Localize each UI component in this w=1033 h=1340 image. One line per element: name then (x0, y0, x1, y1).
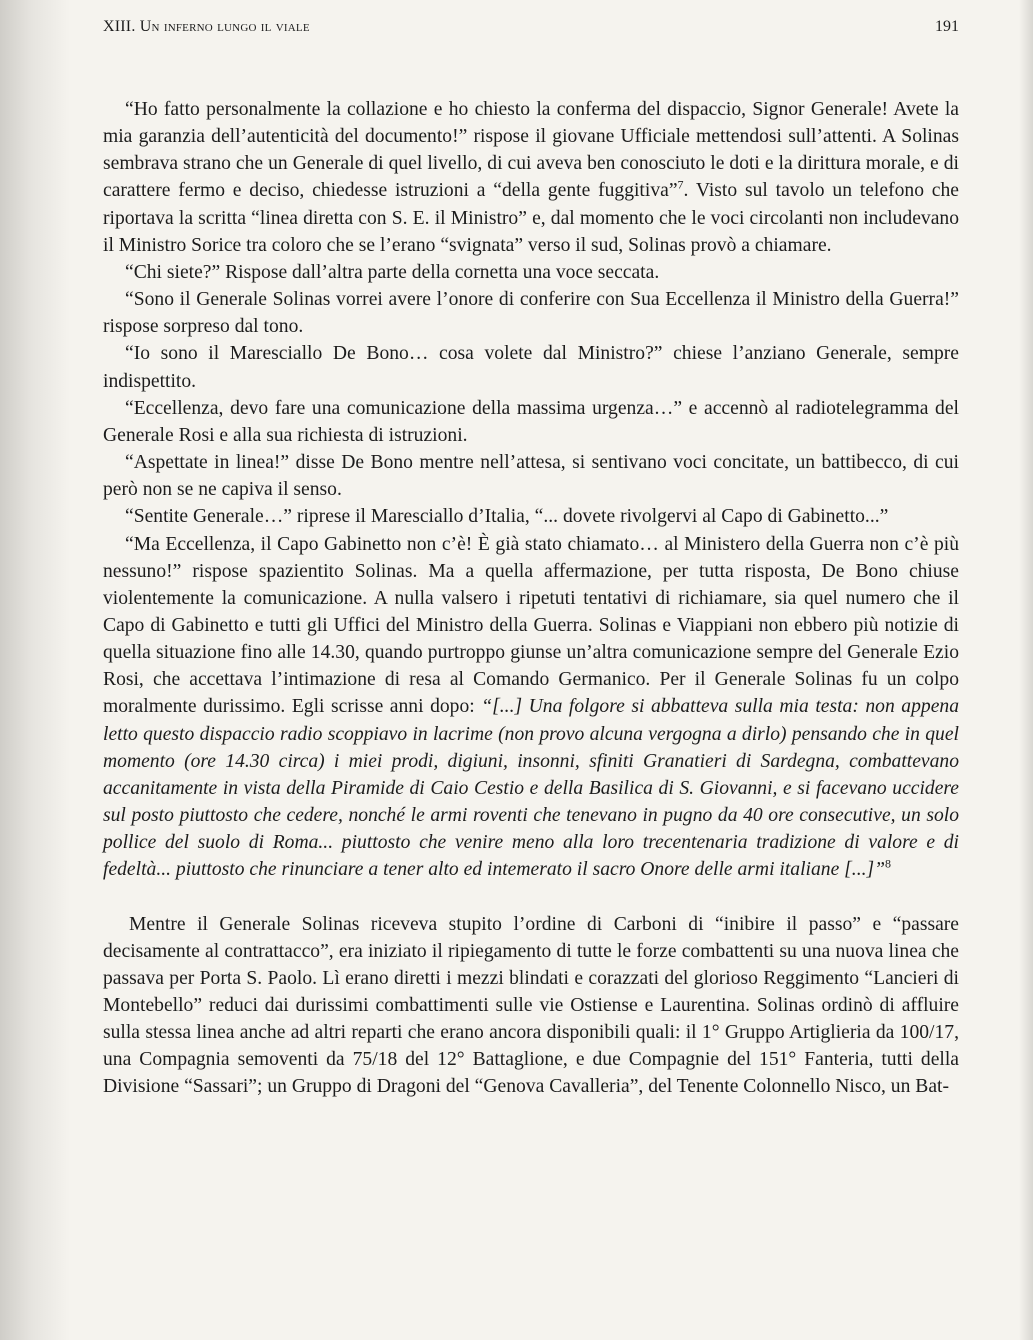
paragraph: “Aspettate in linea!” disse De Bono mentre nell’attesa, si sentivano voci concitate, un battibecco, di cui però non se ne capiva il senso. (103, 452, 959, 501)
paragraph: “Chi siete?” Rispose dall’altra parte della cornetta una voce seccata. (125, 261, 660, 283)
page-edge-shadow (1019, 0, 1033, 1340)
page-gutter-shadow (0, 0, 70, 1340)
paragraph: “Eccellenza, devo fare una comunicazione della massima urgenza…” e accennò al radiotelegramma del Generale Rosi e alla sua richiesta di istruzioni. (103, 397, 959, 446)
chapter-title: XIII. Un inferno lungo il viale (103, 18, 310, 35)
paragraph (103, 531, 959, 884)
paragraph: “Io sono il Maresciallo De Bono… cosa volete dal Ministro?” chiese l’anziano Generale, sempre indispettito. (103, 343, 959, 392)
footnote-mark: 8 (885, 856, 892, 871)
paragraph-text: “Ho fatto personalmente la collazione e ho chiesto la conferma del dispaccio, Signor Generale! Avete la mia garanzia dell’autenticità del documento!” rispose il giovane Ufficiale mettendosi sull’attenti. A Solinas sembrava strano che un Generale di quel livello, di cui aveva ben conosciuto le doti e la dirittura morale, e di carattere fermo e deciso, chiedesse istruzioni a “della gente fuggitiva” (103, 99, 959, 202)
paragraph: “Sono il Generale Solinas vorrei avere l’onore di conferire con Sua Eccellenza il Ministro della Guerra!” rispose sorpreso dal tono. (103, 289, 959, 338)
quoted-passage: “[...] Una folgore si abbatteva sulla mia testa: non appena letto questo dispaccio radio scoppiavo in lacrime (non provo alcuna vergogna a dirlo) pensando che in quel momento (ore 14.30 circa) i miei prodi, digiuni, insonni, sfiniti Granatieri di Sardegna, combattevano accanitamente in vista della Piramide di Caio Cestio e della Basilica di S. Giovanni, e si facevano uccidere sul posto piuttosto che cedere, nonché le armi roventi che tenevano in pugno da 40 ore consecutive, un solo pollice del suolo di Roma... piuttosto che venire meno alla loro trecentenaria tradizione di valore e di fedeltà... piuttosto che rinunciare a tener alto ed intemerato il sacro Onore delle armi italiane [...]” (103, 696, 959, 881)
paragraph-text: “Ma Eccellenza, il Capo Gabinetto non c’è! È già stato chiamato… al Ministero della Guerra non c’è più nessuno!” rispose spazientito Solinas. Ma a quella affermazione, per tutta risposta, De Bono chiuse violentemente la comunicazione. A nulla valsero i ripetuti tentativi di richiamare, sia quel numero che il Capo di Gabinetto e tutti gli Uffici del Ministro della Guerra. Solinas e Viappiani non ebbero più notizie di quella situazione fino alle 14.30, quando purtroppo giunse un’altra comunicazione sempre del Generale Ezio Rosi, che accettava l’intimazione di resa al Comando Germanico. Per il Generale Solinas fu un colpo moralmente durissimo. Egli scrisse anni dopo: (103, 533, 959, 718)
paragraph: “Sentite Generale…” riprese il Maresciallo d’Italia, “... dovete rivolgervi al Capo di Gabinetto...” (125, 506, 889, 528)
paragraph-text-continued: . Visto sul tavolo un telefono che riportava la scritta “linea diretta con S. E. il Ministro” e, dal momento che le voci circolanti non includevano il Ministro Sorice tra coloro che se l’erano “svignata” verso il sud, Solinas provò a chiamare. (103, 180, 959, 256)
paragraph (103, 96, 959, 259)
page-number: 191 (935, 18, 959, 35)
footnote-mark: 7 (677, 177, 684, 192)
running-head (103, 18, 959, 42)
body-text (103, 96, 959, 1101)
paragraph: Mentre il Generale Solinas riceveva stupito l’ordine di Carboni di “inibire il passo” e “passare decisamente al contrattacco”, era iniziato il ripiegamento di tutte le forze combattenti su una nuova linea che passava per Porta S. Paolo. Lì erano diretti i mezzi blindati e corazzati del glorioso Reggimento “Lancieri di Montebello” reduci dai durissimi combattimenti sulle vie Ostiense e Laurentina. Solinas ordinò di affluire sulla stessa linea anche ad altri reparti che erano ancora disponibili quali: il 1° Gruppo Artiglieria da 100/17, una Compagnia semoventi da 75/18 del 12° Battaglione, e due Compagnie del 151° Fanteria, tutti della Divisione “Sassari”; un Gruppo di Dragoni del “Genova Cavalleria”, del Tenente Colonnello Nisco, un Bat- (103, 913, 959, 1098)
